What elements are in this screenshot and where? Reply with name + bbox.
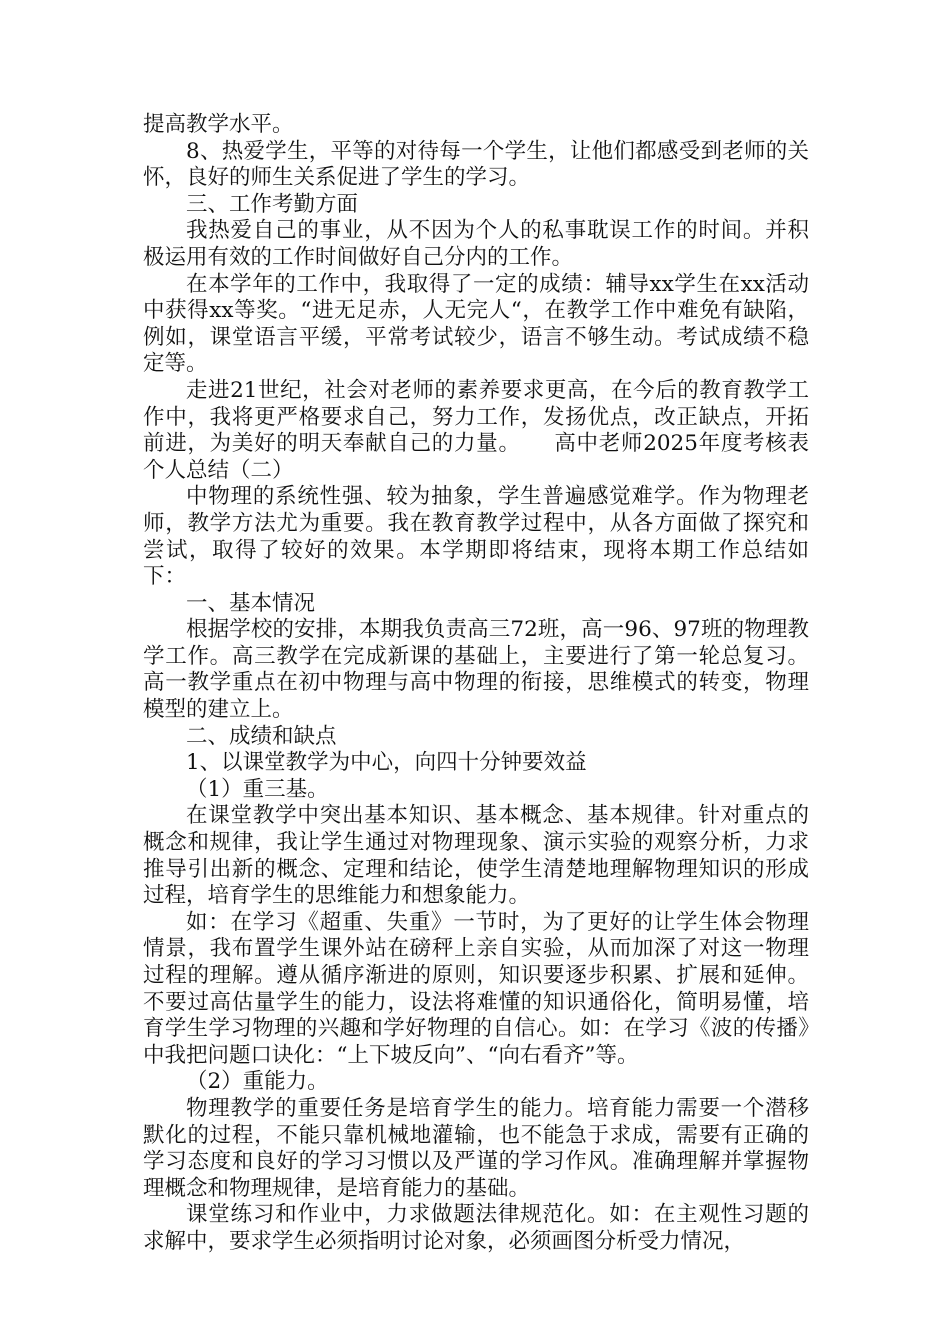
subsection-heading: 1、以课堂教学为中心，向四十分钟要效益 bbox=[186, 750, 587, 776]
section-heading: 二、成绩和缺点 bbox=[186, 723, 337, 749]
paragraph: 8、热爱学生，平等的对待每一个学生，让他们都感受到老师的关怀，良好的师生关系促进了学生的学习。 bbox=[143, 138, 809, 191]
subsection-heading: （1）重三基。 bbox=[186, 776, 329, 802]
paragraph: 中物理的系统性强、较为抽象，学生普遍感觉难学。作为物理老师，教学方法尤为重要。我在教育教学过程中，从各方面做了探究和尝试，取得了较好的效果。本学期即将结束，现将本期工作总结如下： bbox=[143, 484, 809, 590]
paragraph: 提高教学水平。 bbox=[143, 112, 294, 137]
paragraph: 如：在学习《超重、失重》一节时，为了更好的让学生体会物理情景，我布置学生课外站在磅秤上亲自实验，从而加深了对这一物理过程的理解。遵从循序渐进的原则，知识要逐步积累、扩展和延伸。不要过高估量学生的能力，设法将难懂的知识通俗化，简明易懂，培育学生学习物理的兴趣和学好物理的自信心。如：在学习《波的传播》中我把问题口诀化：“上下坡反向”、“向右看齐”等。 bbox=[143, 909, 809, 1068]
paragraph: 走进21世纪，社会对老师的素养要求更高，在今后的教育教学工作中，我将更严格要求自己，努力工作，发扬优点，改正缺点，开拓前进，为美好的明天奉献自己的力量。 高中老师2025年度考核表个人总结（二） bbox=[143, 377, 809, 483]
section-heading: 三、工作考勤方面 bbox=[186, 191, 359, 217]
paragraph: 我热爱自己的事业，从不因为个人的私事耽误工作的时间。并积极运用有效的工作时间做好自己分内的工作。 bbox=[143, 218, 809, 270]
section-heading: 一、基本情况 bbox=[186, 590, 316, 616]
paragraph: 在课堂教学中突出基本知识、基本概念、基本规律。针对重点的概念和规律，我让学生通过对物理现象、演示实验的观察分析，力求推导引出新的概念、定理和结论，使学生清楚地理解物理知识的形成过程，培育学生的思维能力和想象能力。 bbox=[143, 803, 809, 909]
paragraph: 物理教学的重要任务是培育学生的能力。培育能力需要一个潜移默化的过程，不能只靠机械地灌输，也不能急于求成，需要有正确的学习态度和良好的学习习惯以及严谨的学习作风。准确理解并掌握物理概念和物理规律，是培育能力的基础。 bbox=[143, 1095, 809, 1201]
paragraph: 在本学年的工作中，我取得了一定的成绩：辅导xx学生在xx活动中获得xx等奖。“进无足赤，人无完人“，在教学工作中难免有缺陷，例如，课堂语言平缓，平常考试较少，语言不够生动。考试成绩不稳定等。 bbox=[143, 271, 809, 377]
document-page bbox=[143, 112, 809, 1256]
paragraph: 根据学校的安排，本期我负责高三72班，高一96、97班的物理教学工作。高三教学在完成新课的基础上，主要进行了第一轮总复习。高一教学重点在初中物理与高中物理的衔接，思维模式的转变，物理模型的建立上。 bbox=[143, 617, 809, 723]
paragraph: 课堂练习和作业中，力求做题法律规范化。如：在主观性习题的求解中，要求学生必须指明讨论对象，必须画图分析受力情况， bbox=[143, 1202, 809, 1254]
subsection-heading: （2）重能力。 bbox=[186, 1069, 329, 1095]
